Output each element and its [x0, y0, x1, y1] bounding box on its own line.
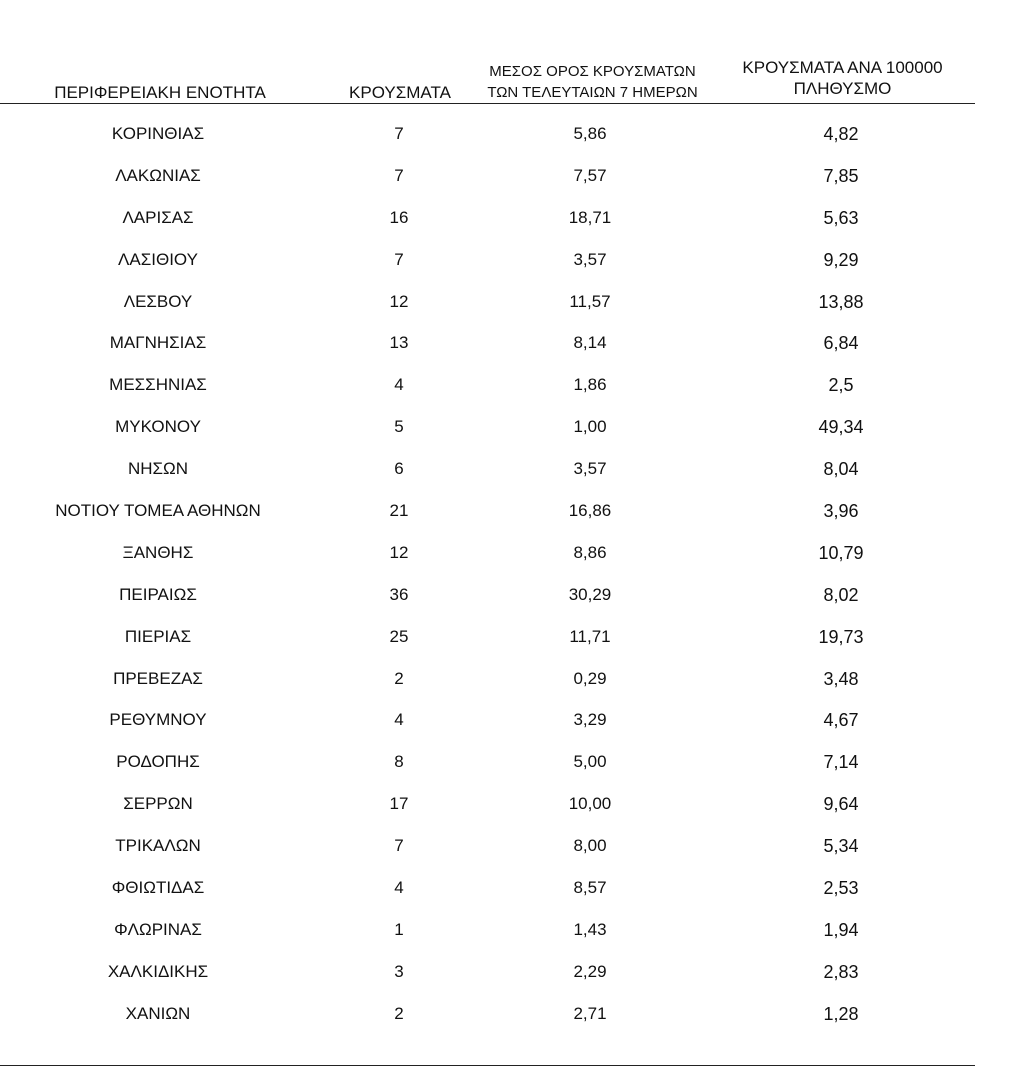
cell-seven-day-average: 30,29 — [568, 584, 612, 604]
cell-cases-per-100k: 2,83 — [823, 961, 859, 982]
cell-cases: 4 — [394, 878, 404, 898]
cell-cases: 2 — [394, 1003, 404, 1023]
cell-cases-per-100k: 3,48 — [823, 668, 859, 689]
cell-seven-day-average: 1,43 — [573, 919, 607, 939]
cell-cases-per-100k: 2,5 — [828, 375, 854, 396]
cell-cases-per-100k: 7,14 — [823, 752, 859, 773]
cell-seven-day-average: 18,71 — [568, 207, 612, 227]
cell-region: ΛΑΚΩΝΙΑΣ — [115, 165, 201, 185]
cell-seven-day-average: 3,29 — [573, 710, 607, 730]
cell-region: ΛΕΣΒΟΥ — [123, 291, 193, 311]
cell-region: ΜΕΣΣΗΝΙΑΣ — [109, 375, 207, 395]
cell-cases-per-100k: 9,29 — [823, 249, 859, 270]
cell-cases-per-100k: 49,34 — [818, 417, 864, 438]
table-bottom-divider — [0, 1065, 975, 1066]
cell-cases-per-100k: 5,34 — [823, 836, 859, 857]
cell-cases: 7 — [394, 165, 404, 185]
cell-cases: 8 — [394, 752, 404, 772]
header-cases-label: ΚΡΟΥΣΜΑΤΑ — [349, 83, 451, 102]
cell-cases-per-100k: 10,79 — [818, 542, 864, 563]
cell-region: ΡΟΔΟΠΗΣ — [116, 752, 200, 772]
cell-cases-per-100k: 4,82 — [823, 124, 859, 144]
cell-cases: 13 — [389, 333, 409, 353]
cell-seven-day-average: 3,57 — [573, 249, 607, 269]
cell-cases-per-100k: 13,88 — [818, 291, 864, 312]
cell-cases-per-100k: 1,94 — [823, 919, 859, 940]
table-row — [0, 406, 975, 448]
cell-seven-day-average: 2,71 — [573, 1003, 607, 1023]
cell-seven-day-average: 8,86 — [573, 542, 607, 562]
cell-region: ΝΟΤΙΟΥ ΤΟΜΕΑ ΑΘΗΝΩΝ — [55, 501, 261, 521]
cell-cases-per-100k: 9,64 — [823, 794, 859, 815]
cell-seven-day-average: 7,57 — [573, 165, 607, 185]
cell-cases-per-100k: 8,02 — [823, 584, 859, 605]
cell-seven-day-average: 3,57 — [573, 459, 607, 479]
header-per100k-line1: ΚΡΟΥΣΜΑΤΑ ΑΝΑ 100000 — [742, 58, 943, 77]
cell-cases-per-100k: 4,67 — [823, 710, 859, 731]
table-row — [0, 155, 975, 197]
table-row — [0, 699, 975, 741]
cell-seven-day-average: 16,86 — [568, 501, 612, 521]
table-body — [0, 113, 975, 1035]
cell-cases: 4 — [394, 710, 404, 730]
table-row — [0, 239, 975, 281]
cell-cases: 7 — [394, 249, 404, 269]
cell-cases: 5 — [394, 417, 404, 437]
cell-region: ΜΥΚΟΝΟΥ — [115, 417, 201, 437]
header-avg-line1: ΜΕΣΟΣ ΟΡΟΣ ΚΡΟΥΣΜΑΤΩΝ — [489, 63, 696, 80]
cell-cases: 3 — [394, 961, 404, 981]
table-row — [0, 281, 975, 323]
cell-cases: 4 — [394, 375, 404, 395]
cell-seven-day-average: 5,00 — [573, 752, 607, 772]
table-row — [0, 197, 975, 239]
cell-seven-day-average: 8,57 — [573, 878, 607, 898]
table-row — [0, 364, 975, 406]
cell-region: ΤΡΙΚΑΛΩΝ — [115, 836, 201, 856]
table-row — [0, 825, 975, 867]
header-avg-line2: ΤΩΝ ΤΕΛΕΥΤΑΙΩΝ 7 ΗΜΕΡΩΝ — [487, 84, 698, 101]
cell-cases-per-100k: 6,84 — [823, 333, 859, 354]
cell-cases: 1 — [394, 919, 404, 939]
cell-seven-day-average: 10,00 — [568, 794, 612, 814]
table-row — [0, 574, 975, 616]
cell-cases-per-100k: 2,53 — [823, 878, 859, 899]
table-row — [0, 322, 975, 364]
table-row — [0, 867, 975, 909]
cell-cases: 17 — [389, 794, 409, 814]
cell-seven-day-average: 11,57 — [569, 291, 611, 311]
cell-cases: 6 — [394, 459, 404, 479]
cell-cases-per-100k: 3,96 — [823, 501, 859, 522]
table-row — [0, 113, 975, 155]
header-divider — [0, 103, 975, 104]
cell-seven-day-average: 11,71 — [569, 626, 611, 646]
cell-cases-per-100k: 19,73 — [818, 626, 864, 647]
table-row — [0, 658, 975, 700]
cell-cases: 21 — [389, 501, 409, 521]
table-row — [0, 783, 975, 825]
cell-region: ΠΙΕΡΙΑΣ — [124, 626, 192, 646]
table-row — [0, 490, 975, 532]
header-region-label: ΠΕΡΙΦΕΡΕΙΑΚΗ ΕΝΟΤΗΤΑ — [54, 83, 266, 102]
cell-cases-per-100k: 7,85 — [823, 165, 859, 186]
cell-cases: 2 — [394, 668, 404, 688]
table-row — [0, 448, 975, 490]
header-region — [40, 82, 280, 103]
cell-region: ΠΕΙΡΑΙΩΣ — [119, 584, 197, 604]
cell-region: ΧΑΛΚΙΔΙΚΗΣ — [107, 961, 209, 981]
table-row — [0, 993, 975, 1035]
cell-seven-day-average: 5,86 — [573, 124, 607, 143]
cell-seven-day-average: 1,86 — [573, 375, 607, 395]
cell-seven-day-average: 2,29 — [573, 961, 607, 981]
header-cases — [340, 82, 460, 103]
cell-region: ΦΛΩΡΙΝΑΣ — [114, 919, 202, 939]
cell-cases: 12 — [389, 542, 409, 562]
cell-cases: 36 — [389, 584, 409, 604]
table-row — [0, 951, 975, 993]
cell-region: ΣΕΡΡΩΝ — [123, 794, 193, 814]
cell-seven-day-average: 0,29 — [573, 668, 607, 688]
cell-region: ΜΑΓΝΗΣΙΑΣ — [109, 333, 207, 353]
cell-cases: 25 — [389, 626, 409, 646]
cell-cases: 12 — [389, 291, 409, 311]
cell-region: ΚΟΡΙΝΘΙΑΣ — [111, 124, 205, 143]
table-row — [0, 616, 975, 658]
cell-cases: 7 — [394, 124, 404, 143]
cell-region: ΧΑΝΙΩΝ — [125, 1003, 191, 1023]
table-row — [0, 909, 975, 951]
header-cases-per-100k — [720, 57, 965, 99]
cell-region: ΝΗΣΩΝ — [127, 459, 189, 479]
cell-region: ΛΑΣΙΘΙΟΥ — [118, 249, 198, 269]
cell-cases-per-100k: 1,28 — [823, 1003, 859, 1024]
cell-seven-day-average: 8,14 — [573, 333, 607, 353]
cell-cases: 7 — [394, 836, 404, 856]
cell-region: ΞΑΝΘΗΣ — [122, 542, 194, 562]
header-per100k-line2: ΠΛΗΘΥΣΜΟ — [793, 79, 892, 98]
header-seven-day-average — [470, 61, 715, 103]
cell-region: ΠΡΕΒΕΖΑΣ — [113, 668, 203, 688]
cell-region: ΦΘΙΩΤΙΔΑΣ — [111, 878, 205, 898]
table-row — [0, 532, 975, 574]
cell-region: ΡΕΘΥΜΝΟΥ — [109, 710, 207, 730]
cell-seven-day-average: 8,00 — [573, 836, 607, 856]
cell-cases-per-100k: 8,04 — [823, 459, 859, 480]
cell-region: ΛΑΡΙΣΑΣ — [122, 207, 194, 227]
cell-cases: 16 — [389, 207, 409, 227]
cell-cases-per-100k: 5,63 — [823, 207, 859, 228]
table-row — [0, 741, 975, 783]
cell-seven-day-average: 1,00 — [573, 417, 607, 437]
